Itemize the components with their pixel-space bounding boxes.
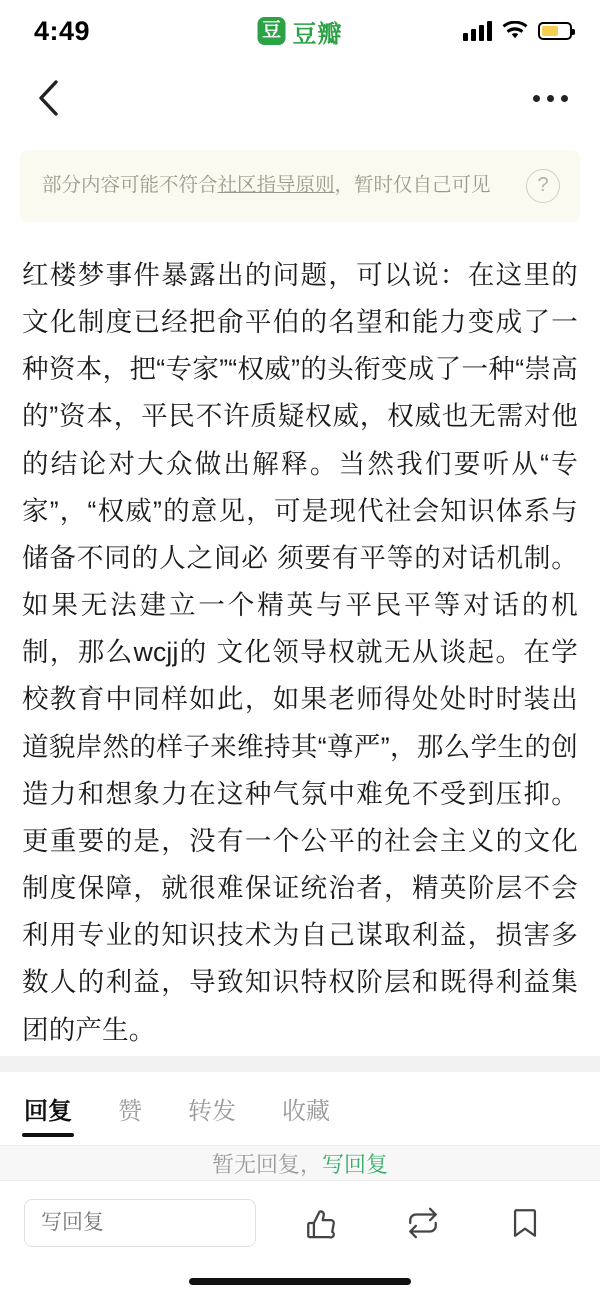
- repost-icon[interactable]: [402, 1202, 444, 1244]
- replies-empty-state: [0, 1146, 600, 1180]
- home-indicator-area: [0, 1264, 600, 1298]
- tab-collections[interactable]: 收藏: [282, 1098, 330, 1126]
- more-options-icon[interactable]: [533, 95, 568, 102]
- write-reply-link[interactable]: 写回复: [322, 1151, 389, 1177]
- app-indicator: [258, 14, 343, 49]
- tab-reposts[interactable]: 转发: [188, 1098, 236, 1126]
- status-bar: [0, 0, 600, 62]
- thumbs-up-icon[interactable]: [300, 1202, 342, 1244]
- reply-input[interactable]: [24, 1199, 256, 1247]
- section-divider: [0, 1056, 600, 1072]
- notice-text: [42, 171, 526, 200]
- douban-logo-icon: 豆: [258, 17, 286, 45]
- navigation-bar: [0, 62, 600, 134]
- bottom-action-bar: [0, 1180, 600, 1264]
- post-content: [0, 222, 600, 1056]
- app-name-label: 豆瓣: [292, 20, 343, 48]
- notice-text-before: 部分内容可能不符合: [42, 174, 218, 197]
- post-body-text: 红楼梦事件暴露出的问题，可以说：在这里的文化制度已经把俞平伯的名望和能力变成了一种资本，把“专家”“权威”的头衔变成了一种“崇高的”资本，平民不许质疑权威，权威也无需对他的结论对大众做出解释。当然我们要听从“专家”，“权威”的意见，可是现代社会知识体系与储备不同的人之间必 须要有平等的对话机制。如果无法建立一个精英与平民平等对话的机制，那么wcjj的 文化领导权就无从谈起。在学校教育中同样如此，如果老师得处处时时装出道貌岸然的样子来维持其“尊严”，那么学生的创造力和想象力在这种气氛中难免不受到压抑。更重要的是，没有一个公平的社会主义的文化制度保障，就很难保证统治者，精英阶层不会利用专业的知识技术为自己谋取利益，损害多数人的利益，导致知识特权阶层和既得利益集团的产生。: [22, 260, 578, 1045]
- help-question-icon[interactable]: ?: [526, 169, 560, 203]
- status-time: 4:49: [34, 15, 91, 46]
- empty-state-label: 暂无回复，: [211, 1151, 322, 1177]
- action-icon-group: [256, 1202, 576, 1244]
- back-chevron-icon[interactable]: [32, 81, 66, 115]
- community-guidelines-link[interactable]: 社区指导原则: [217, 174, 335, 197]
- status-indicators: [463, 21, 572, 41]
- wifi-icon: [502, 21, 528, 41]
- cellular-signal-icon: [463, 21, 492, 41]
- visibility-notice-banner: [20, 150, 580, 222]
- tab-replies[interactable]: 回复: [22, 1072, 74, 1145]
- bookmark-icon[interactable]: [504, 1202, 546, 1244]
- home-indicator[interactable]: [189, 1278, 411, 1285]
- interaction-tabs: [0, 1072, 600, 1146]
- notice-text-after: ，暂时仅自己可见: [334, 174, 491, 197]
- empty-state-text: [212, 1148, 388, 1179]
- battery-icon: [538, 22, 572, 40]
- tab-likes[interactable]: 赞: [118, 1098, 142, 1126]
